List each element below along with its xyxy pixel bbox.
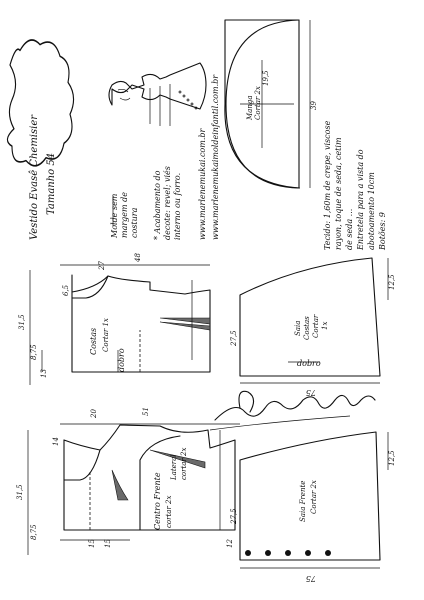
fabric-line-2: rayon, toque de seda, cetim [334,137,343,250]
skirt-front-measure-275: 27,5 [230,508,238,524]
fabric-line-6: Botões: 9 [378,212,387,250]
instruction-line-1: * Acabamento do [153,170,162,240]
button-1 [245,550,251,556]
url-line-1: www.marlenemukai.com.br [198,128,207,240]
title-line-1: Vestido Evasê Chemisier [29,114,40,240]
skirt-front-label-1: Saia Frente [299,480,307,522]
note-line-1: Molde sem [110,193,119,238]
front-measure-15a: 15 [88,539,96,548]
front-measure-12: 12 [226,539,234,548]
sleeve-label-2: Cortar 2x [254,86,262,120]
back-fold-label: dobro [117,348,126,372]
back-measure-65: 6,5 [62,284,70,296]
skirt-back-label-2: Costas [303,316,311,340]
sleeve-measure-width: 39 [310,101,318,110]
note-line-2: margem de [120,191,129,238]
skirt-back-fold: dobro [297,359,321,368]
front-measure-14: 14 [52,437,60,446]
instruction-line-2: decote: revel; viés [163,166,172,240]
side-label-2: cortar 2x [180,447,188,480]
fabric-line-5: abotoamento 10cm [367,172,376,250]
skirt-back-measure-125: 12,5 [388,274,396,290]
instruction-line-3: interno ou forro. [173,172,182,240]
back-measure-875: 8,75 [30,344,38,360]
side-label-1: Lateral [170,454,178,480]
title-line-2: Tamanho 54 [46,152,57,215]
fabric-line-4: Entretela para a vista do [356,149,365,250]
front-label-2: cortar 2x [165,495,173,528]
sleeve-label-1: Manga [246,95,254,120]
back-measure-27: 27 [98,261,106,270]
front-measure-875: 8,75 [30,524,38,540]
skirt-back-measure-275: 27,5 [230,330,238,346]
skirt-front-measure-75: 75 [305,574,316,583]
back-label-2: Cortar 1x [102,318,110,352]
back-label-1: Costas [89,327,98,355]
sleeve-measure-height: 19,5 [262,70,270,86]
back-measure-13: 13 [40,369,48,378]
skirt-back-measure-75: 75 [305,388,316,397]
skirt-back-label-3: Cortar [312,314,320,338]
skirt-back-label-4: 1x [321,321,329,330]
front-measure-51: 51 [142,407,150,416]
button-5 [325,550,331,556]
back-measure-315: 31,5 [18,314,26,330]
fabric-line-3: de seda ... [345,208,354,250]
button-2 [265,550,271,556]
button-4 [305,550,311,556]
front-label-1: Centro Frente [153,472,162,530]
back-measure-48: 48 [134,253,142,262]
front-measure-315: 31,5 [16,484,24,500]
skirt-front-label-2: Cortar 2x [310,480,318,514]
front-measure-15b: 15 [104,539,112,548]
fabric-line-1: Tecido: 1,60m de crepe, viscose [323,120,332,250]
url-line-2: www.marlenemukaimoldeinfantil.com.br [211,74,220,240]
skirt-back-label-1: Saia [294,320,302,336]
front-measure-20: 20 [90,409,98,418]
button-3 [285,550,291,556]
note-line-3: costura [130,207,139,238]
skirt-front-measure-125: 12,5 [388,450,396,466]
